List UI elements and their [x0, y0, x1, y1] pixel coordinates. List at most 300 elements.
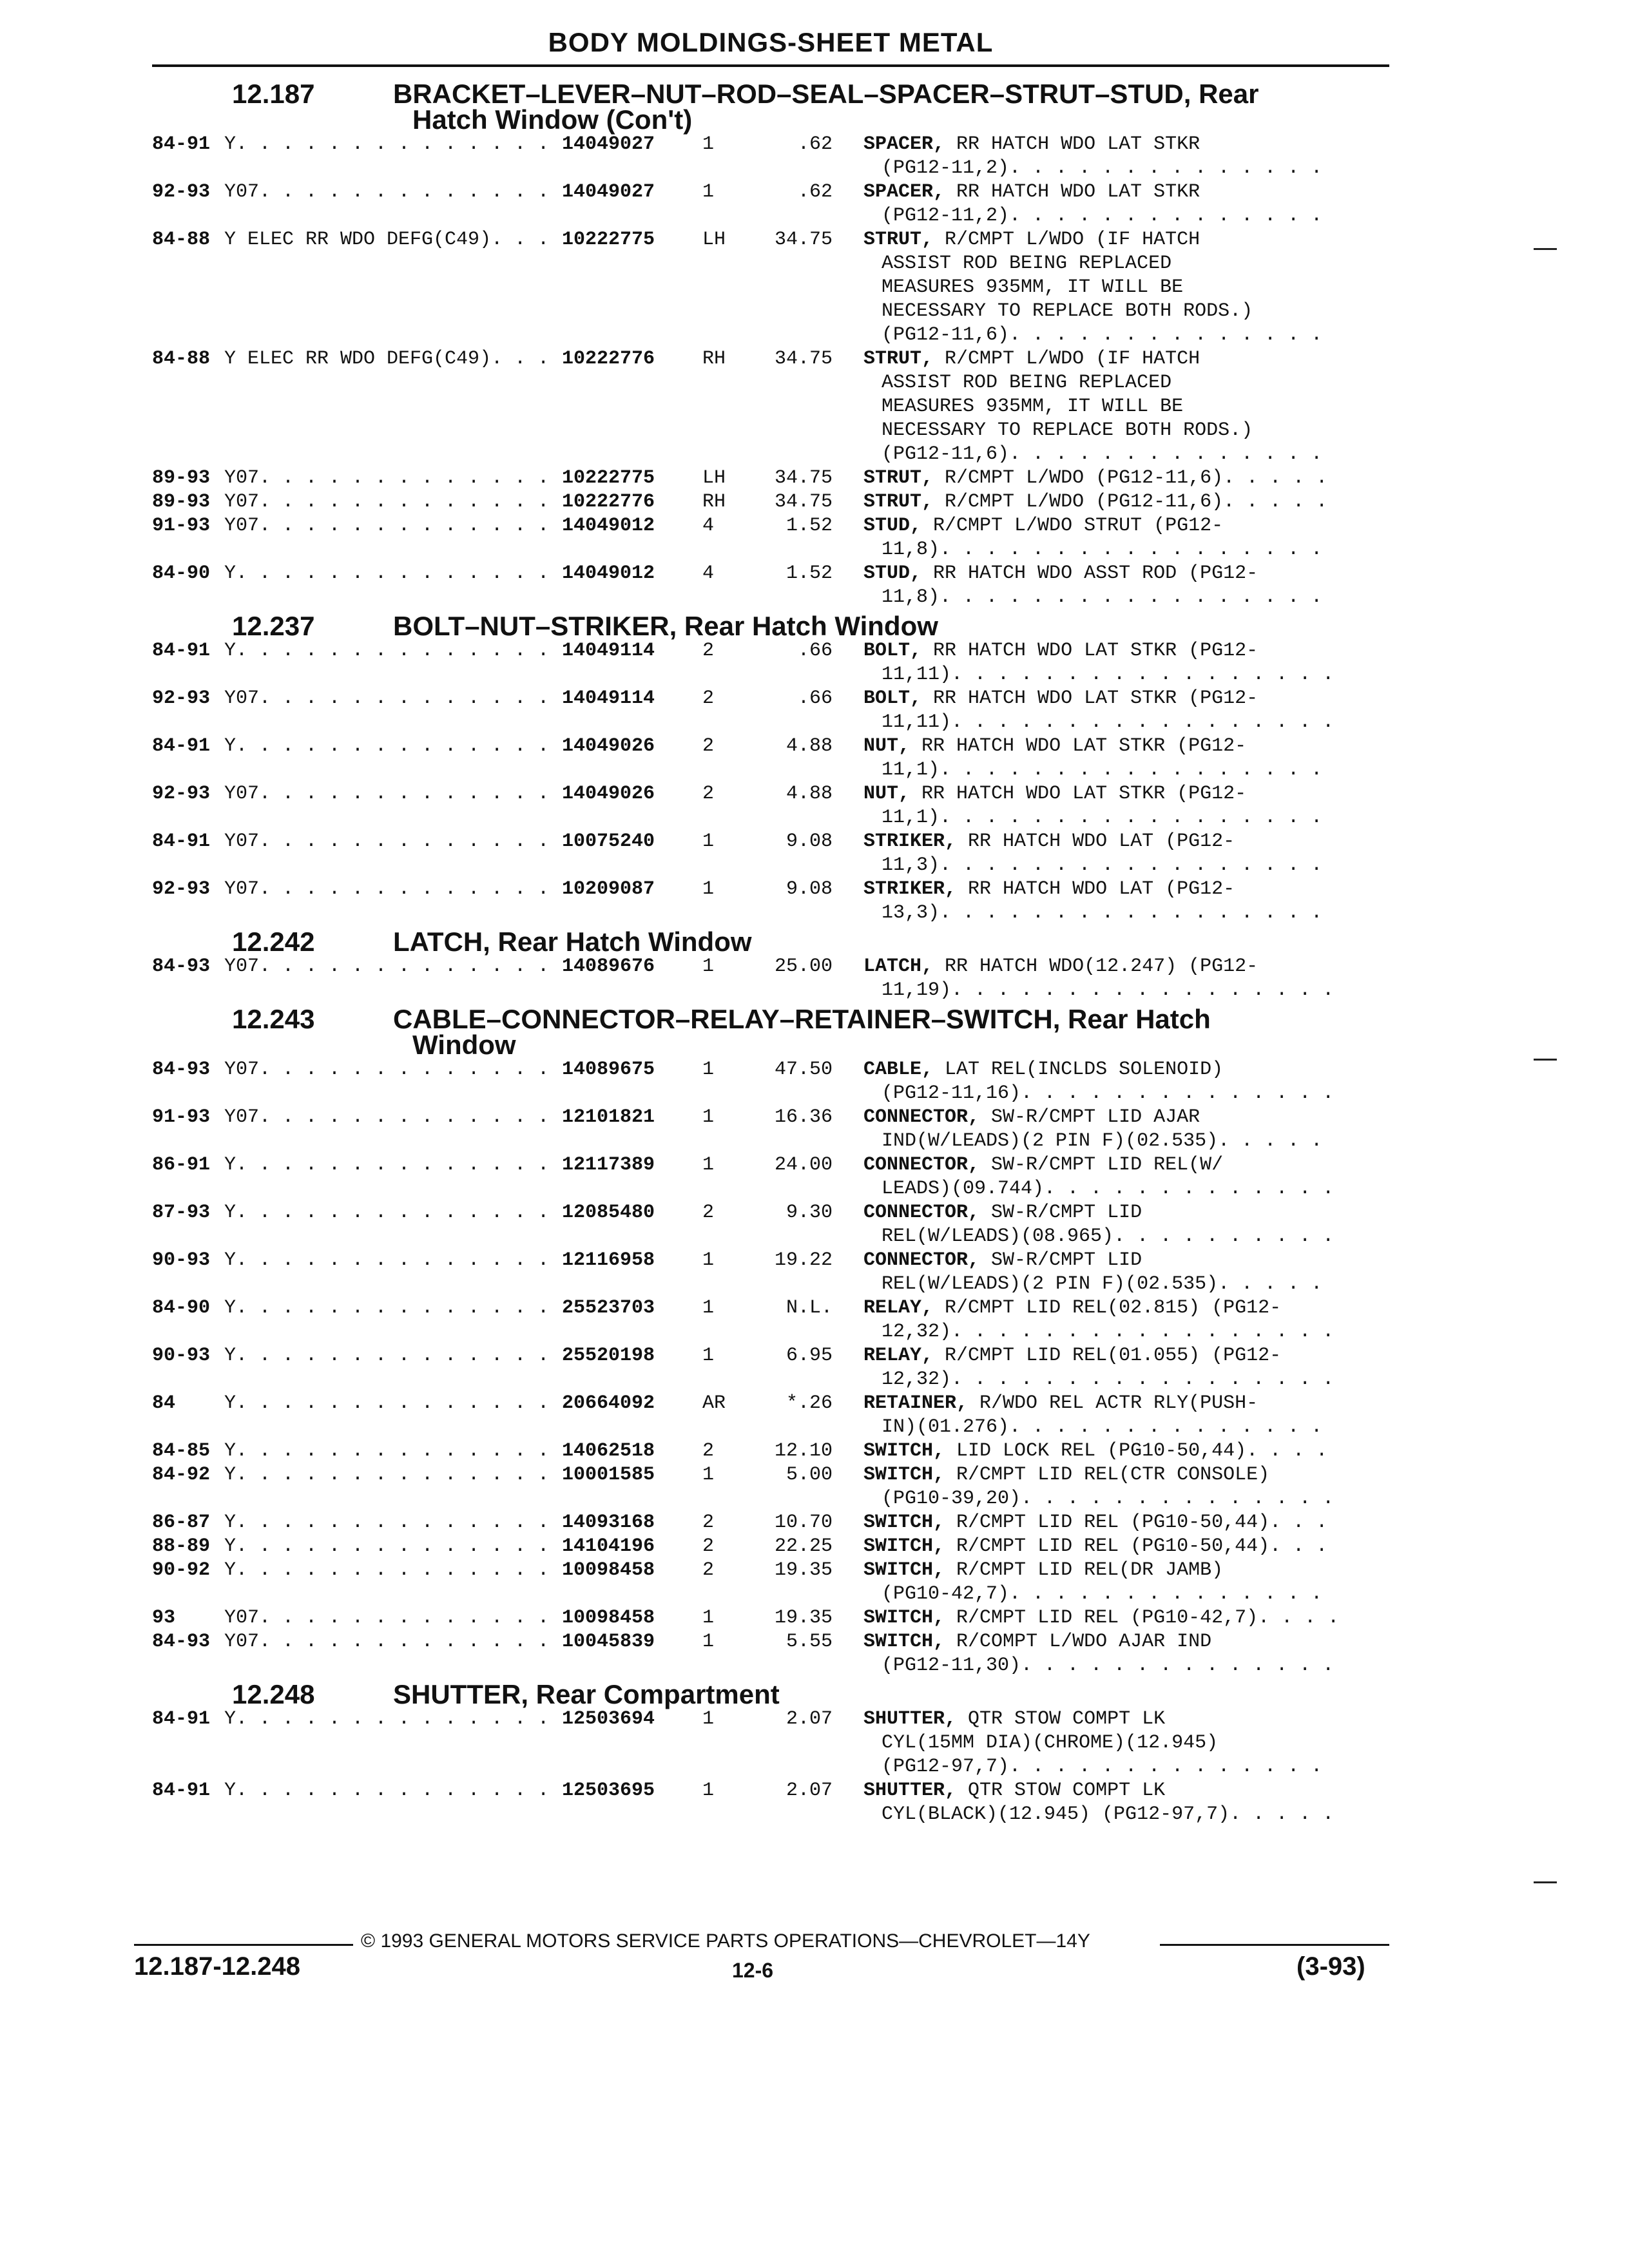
description-line — [863, 1487, 1336, 1511]
part-row — [152, 1296, 1389, 1344]
description-line — [863, 735, 1336, 758]
part-row — [152, 514, 1389, 562]
model-code — [224, 466, 562, 490]
space — [933, 490, 945, 514]
part-description — [863, 1106, 1336, 1153]
price: 25.00 — [774, 956, 833, 977]
dot-leader — [951, 711, 1336, 735]
part-description — [863, 1511, 1336, 1535]
part-row — [152, 830, 1389, 878]
space — [968, 1392, 979, 1416]
margin-mark — [1534, 248, 1557, 250]
part-description — [863, 133, 1336, 180]
part-description — [863, 562, 1336, 610]
model-years: 84-88 — [152, 348, 211, 370]
model-code — [224, 782, 562, 806]
space — [933, 1058, 945, 1082]
quantity: 1 — [702, 1607, 715, 1629]
description-line — [863, 371, 1336, 395]
description-text: RR HATCH WDO LAT (PG12- — [968, 878, 1235, 900]
model-code-text: Y07 — [224, 1059, 260, 1081]
quantity: LH — [702, 467, 726, 489]
model-years: 84 — [152, 1392, 176, 1414]
part-number: 20664092 — [562, 1392, 655, 1414]
description-text: QTR STOW COMPT LK — [968, 1780, 1166, 1802]
description-text: (PG10-42,7) — [882, 1583, 1010, 1605]
description-text: R/CMPT LID REL (PG10-50,44) — [956, 1535, 1270, 1557]
part-number: 14049027 — [562, 181, 655, 203]
space — [956, 830, 968, 854]
model-code-text: Y — [224, 1297, 236, 1319]
model-years: 84-90 — [152, 562, 211, 584]
space — [933, 347, 945, 371]
description-text: RR HATCH WDO LAT STKR — [956, 181, 1200, 203]
description-text: SW-R/CMPT LID — [991, 1249, 1142, 1271]
model-years: 84-91 — [152, 735, 211, 757]
price: 1.52 — [786, 515, 833, 537]
model-years: 84-91 — [152, 1780, 211, 1802]
model-code — [224, 1249, 562, 1273]
dot-leader — [1246, 1439, 1336, 1463]
description-line — [863, 1296, 1336, 1320]
description-line — [863, 1463, 1336, 1487]
part-description — [863, 1559, 1336, 1606]
description-text: SW-R/CMPT LID — [991, 1202, 1142, 1224]
part-row — [152, 1392, 1389, 1439]
quantity: 2 — [702, 687, 715, 709]
space — [979, 1153, 991, 1177]
part-number: 10098458 — [562, 1559, 655, 1581]
model-years: 84-91 — [152, 640, 211, 662]
part-description — [863, 1201, 1336, 1249]
model-years: 90-92 — [152, 1559, 211, 1581]
part-name: SPACER, — [863, 181, 945, 203]
part-name: SWITCH, — [863, 1607, 945, 1629]
model-years: 90-93 — [152, 1249, 211, 1271]
description-line — [863, 1731, 1336, 1755]
space — [945, 1630, 956, 1654]
part-row — [152, 1779, 1389, 1827]
dot-leader — [940, 854, 1336, 878]
model-code — [224, 878, 562, 901]
price: 34.75 — [774, 348, 833, 370]
model-years: 84-91 — [152, 133, 211, 155]
description-line — [863, 1654, 1336, 1678]
section-number: 12.242 — [232, 927, 315, 957]
space — [921, 562, 933, 586]
description-line — [863, 1225, 1336, 1249]
model-code-text: Y — [224, 1780, 236, 1802]
space — [945, 1559, 956, 1582]
part-name: SPACER, — [863, 133, 945, 155]
quantity: 1 — [702, 1780, 715, 1802]
dot-leader — [1009, 1582, 1336, 1606]
part-number: 12503695 — [562, 1780, 655, 1802]
part-description — [863, 1463, 1336, 1511]
model-code-text: Y07 — [224, 515, 260, 537]
part-name: STRIKER, — [863, 878, 957, 900]
page-header: BODY MOLDINGS-SHEET METAL — [548, 27, 994, 57]
part-name: STUD, — [863, 562, 922, 584]
quantity: AR — [702, 1392, 726, 1414]
quantity: 2 — [702, 1512, 715, 1533]
description-line — [863, 562, 1336, 586]
footer-date: (3-93) — [1296, 1952, 1365, 1981]
dot-leader — [236, 562, 562, 586]
description-line — [863, 854, 1336, 878]
part-number: 12117389 — [562, 1154, 655, 1176]
dot-leader — [259, 878, 562, 901]
dot-leader — [236, 1392, 562, 1416]
price: .62 — [797, 181, 833, 203]
part-row — [152, 687, 1389, 735]
space — [979, 1249, 991, 1273]
part-description — [863, 1606, 1336, 1630]
description-line — [863, 1707, 1336, 1731]
model-years: 93 — [152, 1607, 176, 1629]
description-text: CYL(BLACK)(12.945) (PG12-97,7) — [882, 1803, 1230, 1825]
dot-leader — [236, 1463, 562, 1487]
part-row — [152, 347, 1389, 466]
price: .66 — [797, 687, 833, 709]
price: 1.52 — [786, 562, 833, 584]
description-text: LID LOCK REL (PG10-50,44) — [956, 1440, 1247, 1462]
price: 5.00 — [786, 1464, 833, 1486]
model-years: 84-90 — [152, 1297, 211, 1319]
part-number: 10222776 — [562, 491, 655, 513]
section-number: 12.187 — [232, 79, 315, 109]
dot-leader — [236, 1779, 562, 1803]
part-description — [863, 1707, 1336, 1779]
description-line — [863, 830, 1336, 854]
model-code — [224, 1463, 562, 1487]
part-name: SWITCH, — [863, 1440, 945, 1462]
description-text: NECESSARY TO REPLACE BOTH RODS.) — [882, 419, 1253, 441]
model-code — [224, 1707, 562, 1731]
quantity: 1 — [702, 1345, 715, 1367]
part-name: SWITCH, — [863, 1464, 945, 1486]
dot-leader — [1218, 1273, 1336, 1296]
description-line — [863, 538, 1336, 562]
space — [945, 1606, 956, 1630]
part-row — [152, 735, 1389, 782]
description-line — [863, 1344, 1336, 1368]
description-line — [863, 323, 1336, 347]
space — [945, 1511, 956, 1535]
part-description — [863, 180, 1336, 228]
space — [945, 1463, 956, 1487]
model-years: 92-93 — [152, 783, 211, 805]
model-years: 87-93 — [152, 1202, 211, 1224]
dot-leader — [1044, 1177, 1336, 1201]
quantity: RH — [702, 348, 726, 370]
dot-leader — [951, 1368, 1336, 1392]
model-years: 90-93 — [152, 1345, 211, 1367]
description-line — [863, 133, 1336, 157]
dot-leader — [1223, 490, 1336, 514]
dot-leader — [940, 806, 1336, 830]
description-text: R/CMPT LID REL (PG10-50,44) — [956, 1512, 1270, 1533]
part-row — [152, 1201, 1389, 1249]
model-code — [224, 228, 562, 252]
part-number: 10075240 — [562, 831, 655, 852]
model-years: 84-91 — [152, 831, 211, 852]
model-code — [224, 1296, 562, 1320]
model-code — [224, 490, 562, 514]
description-line — [863, 979, 1336, 1003]
description-line — [863, 1368, 1336, 1392]
description-line — [863, 1106, 1336, 1129]
description-line — [863, 228, 1336, 252]
description-line — [863, 586, 1336, 610]
quantity: 1 — [702, 1059, 715, 1081]
quantity: RH — [702, 491, 726, 513]
description-line — [863, 1439, 1336, 1463]
model-code-text: Y — [224, 1392, 236, 1414]
part-description — [863, 514, 1336, 562]
dot-leader — [236, 639, 562, 663]
description-text: (PG12-11,6) — [882, 443, 1010, 465]
section-heading — [152, 929, 1389, 955]
dot-leader — [259, 490, 562, 514]
part-description — [863, 1535, 1336, 1559]
dot-leader — [236, 1344, 562, 1368]
section-heading — [152, 81, 1389, 133]
description-text: NECESSARY TO REPLACE BOTH RODS.) — [882, 300, 1253, 322]
dot-leader — [1258, 1606, 1336, 1630]
description-text: RR HATCH WDO LAT (PG12- — [968, 831, 1235, 852]
part-row — [152, 562, 1389, 610]
part-row — [152, 466, 1389, 490]
dot-leader — [236, 1707, 562, 1731]
part-row — [152, 782, 1389, 830]
description-line — [863, 252, 1336, 276]
model-years: 91-93 — [152, 1106, 211, 1128]
space — [956, 1707, 968, 1731]
footer-section-range: 12.187-12.248 — [134, 1952, 301, 1981]
dot-leader — [1229, 1803, 1336, 1827]
quantity: 2 — [702, 1559, 715, 1581]
description-text: R/CMPT L/WDO (IF HATCH — [945, 229, 1200, 251]
model-code-text: Y07 — [224, 467, 260, 489]
part-row — [152, 1606, 1389, 1630]
part-name: STRUT, — [863, 229, 934, 251]
description-line — [863, 878, 1336, 901]
model-code — [224, 1630, 562, 1654]
dot-leader — [259, 1630, 562, 1654]
dot-leader — [951, 1320, 1336, 1344]
quantity: 1 — [702, 831, 715, 852]
part-number: 10001585 — [562, 1464, 655, 1486]
description-text: R/WDO REL ACTR RLY(PUSH- — [979, 1392, 1258, 1414]
price: 2.07 — [786, 1780, 833, 1802]
dot-leader — [1113, 1225, 1336, 1249]
section-heading — [152, 1679, 1389, 1709]
space — [933, 1344, 945, 1368]
dot-leader — [236, 1249, 562, 1273]
description-line — [863, 1273, 1336, 1296]
description-text: MEASURES 935MM, IT WILL BE — [882, 396, 1184, 418]
description-text: R/CMPT LID REL(DR JAMB) — [956, 1559, 1224, 1581]
quantity: 2 — [702, 735, 715, 757]
part-number: 12101821 — [562, 1106, 655, 1128]
model-code-text: Y — [224, 1512, 236, 1533]
description-text: CYL(15MM DIA)(CHROME)(12.945) — [882, 1732, 1219, 1754]
description-line — [863, 466, 1336, 490]
part-number: 14093168 — [562, 1512, 655, 1533]
description-text: RR HATCH WDO(12.247) (PG12- — [945, 956, 1258, 977]
price: 34.75 — [774, 467, 833, 489]
quantity: 2 — [702, 1535, 715, 1557]
dot-leader — [236, 1201, 562, 1225]
description-text: SW-R/CMPT LID AJAR — [991, 1106, 1200, 1128]
space — [945, 1535, 956, 1559]
dot-leader — [1021, 1654, 1336, 1678]
price: 12.10 — [774, 1440, 833, 1462]
space — [910, 782, 921, 806]
part-row — [152, 1249, 1389, 1296]
dot-leader — [236, 1511, 562, 1535]
section-title-line: Window — [412, 1030, 516, 1060]
model-code-text: Y — [224, 562, 236, 584]
price: 4.88 — [786, 783, 833, 805]
dot-leader — [1269, 1511, 1336, 1535]
dot-leader — [259, 180, 562, 204]
part-number: 10045839 — [562, 1631, 655, 1653]
description-text: LAT REL(INCLDS SOLENOID) — [945, 1059, 1224, 1081]
model-years: 84-92 — [152, 1464, 211, 1486]
dot-leader — [259, 782, 562, 806]
model-code — [224, 562, 562, 586]
dot-leader — [940, 538, 1336, 562]
description-text: 11,19) — [882, 979, 952, 1001]
part-name: STRUT, — [863, 348, 934, 370]
quantity: 2 — [702, 640, 715, 662]
model-code — [224, 955, 562, 979]
part-number: 14049114 — [562, 640, 655, 662]
dot-leader — [1218, 1129, 1336, 1153]
description-line — [863, 1779, 1336, 1803]
part-name: CABLE, — [863, 1059, 934, 1081]
dot-leader — [259, 1106, 562, 1129]
model-code — [224, 1106, 562, 1129]
model-code — [224, 1535, 562, 1559]
space — [921, 687, 933, 711]
part-name: RETAINER, — [863, 1392, 969, 1414]
part-name: SHUTTER, — [863, 1780, 957, 1802]
dot-leader — [236, 1535, 562, 1559]
part-name: RELAY, — [863, 1345, 934, 1367]
dot-leader — [236, 1559, 562, 1582]
description-text: 12,32) — [882, 1321, 952, 1343]
description-line — [863, 347, 1336, 371]
part-description — [863, 1153, 1336, 1201]
quantity: 2 — [702, 1202, 715, 1224]
dot-leader — [940, 758, 1336, 782]
part-row — [152, 1439, 1389, 1463]
section-title — [393, 613, 1389, 639]
dot-leader — [259, 830, 562, 854]
space — [945, 1439, 956, 1463]
model-code — [224, 830, 562, 854]
space — [933, 228, 945, 252]
space — [933, 955, 945, 979]
model-code-text: Y — [224, 133, 236, 155]
description-line — [863, 443, 1336, 466]
part-number: 14089675 — [562, 1059, 655, 1081]
part-row — [152, 878, 1389, 925]
dot-leader — [940, 901, 1336, 925]
section-title-line: BRACKET–LEVER–NUT–ROD–SEAL–SPACER–STRUT–STUD, Rear — [393, 79, 1259, 109]
description-text: 12,32) — [882, 1369, 952, 1390]
dot-leader — [1009, 157, 1336, 180]
part-number: 10222775 — [562, 229, 655, 251]
model-code-text: Y07 — [224, 878, 260, 900]
description-text: R/CMPT L/WDO (PG12-11,6) — [945, 491, 1224, 513]
space — [910, 735, 921, 758]
part-name: SWITCH, — [863, 1512, 945, 1533]
model-code — [224, 1201, 562, 1225]
model-code-text: Y ELEC RR WDO DEFG(C49) — [224, 348, 492, 370]
dot-leader — [259, 955, 562, 979]
part-name: STRUT, — [863, 491, 934, 513]
section-title-line: SHUTTER, Rear Compartment — [393, 1679, 780, 1709]
description-text: (PG12-97,7) — [882, 1756, 1010, 1778]
description-line — [863, 806, 1336, 830]
part-row — [152, 490, 1389, 514]
part-number: 14049026 — [562, 735, 655, 757]
description-line — [863, 1606, 1336, 1630]
model-years: 86-87 — [152, 1512, 211, 1533]
part-row — [152, 1463, 1389, 1511]
section-title — [393, 81, 1389, 133]
dot-leader — [1021, 1487, 1336, 1511]
price: 4.88 — [786, 735, 833, 757]
section-title — [393, 1006, 1389, 1058]
part-name: SHUTTER, — [863, 1708, 957, 1730]
section-title — [393, 1679, 1389, 1709]
model-code — [224, 347, 562, 371]
description-line — [863, 1416, 1336, 1439]
dot-leader — [940, 586, 1336, 610]
part-number: 14049012 — [562, 562, 655, 584]
part-name: STRIKER, — [863, 831, 957, 852]
price: 9.08 — [786, 831, 833, 852]
description-line — [863, 514, 1336, 538]
model-years: 84-93 — [152, 1059, 211, 1081]
model-code-text: Y07 — [224, 956, 260, 977]
part-description — [863, 878, 1336, 925]
dot-leader — [491, 228, 562, 252]
model-years: 86-91 — [152, 1154, 211, 1176]
part-description — [863, 347, 1336, 466]
price: .66 — [797, 640, 833, 662]
model-code — [224, 180, 562, 204]
dot-leader — [259, 466, 562, 490]
model-code-text: Y — [224, 1535, 236, 1557]
description-line — [863, 955, 1336, 979]
description-line — [863, 157, 1336, 180]
model-code — [224, 1559, 562, 1582]
description-text: RR HATCH WDO LAT STKR (PG12- — [933, 640, 1258, 662]
description-line — [863, 1392, 1336, 1416]
part-name: CONNECTOR, — [863, 1202, 980, 1224]
part-row — [152, 133, 1389, 180]
space — [979, 1201, 991, 1225]
section-title-line: CABLE–CONNECTOR–RELAY–RETAINER–SWITCH, Rear Hatch — [393, 1004, 1211, 1034]
description-line — [863, 663, 1336, 687]
part-name: LATCH, — [863, 956, 934, 977]
